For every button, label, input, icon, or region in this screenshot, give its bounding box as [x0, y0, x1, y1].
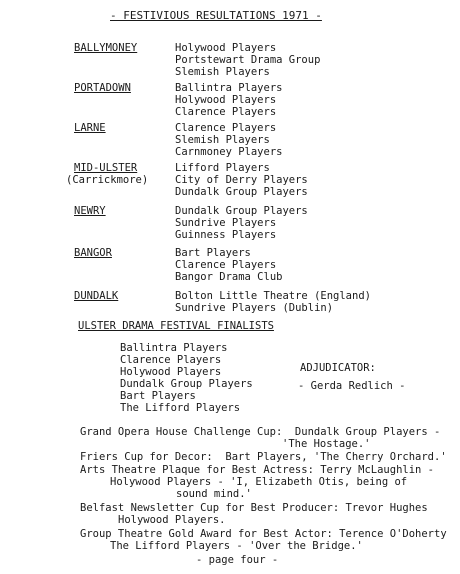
finalist-name: Ballintra Players: [120, 342, 228, 354]
finalist-name: Holywood Players: [120, 366, 222, 378]
award-continuation: Holywood Players.: [118, 514, 226, 526]
group-name: Slemish Players: [175, 66, 270, 78]
venue-name: MID-ULSTER: [74, 162, 138, 174]
award-line: Friers Cup for Decor: Bart Players, 'The Cherry Orchard.': [80, 451, 447, 463]
award-continuation: 'The Hostage.': [282, 438, 371, 450]
award-line: Group Theatre Gold Award for Best Actor: Terence O'Doherty: [80, 528, 447, 540]
group-name: Holywood Players: [175, 42, 277, 54]
award-continuation: sound mind.': [176, 488, 252, 500]
finalist-name: Dundalk Group Players: [120, 378, 253, 390]
group-name: City of Derry Players: [175, 174, 308, 186]
venue-name: DUNDALK: [74, 290, 119, 302]
group-name: Slemish Players: [175, 134, 270, 146]
group-name: Holywood Players: [175, 94, 277, 106]
group-name: Clarence Players: [175, 259, 277, 271]
group-name: Bart Players: [175, 247, 251, 259]
group-name: Bolton Little Theatre (England): [175, 290, 371, 302]
group-name: Clarence Players: [175, 122, 277, 134]
finalists-heading: ULSTER DRAMA FESTIVAL FINALISTS: [78, 320, 274, 332]
award-line: Arts Theatre Plaque for Best Actress: Terry McLaughlin -: [80, 464, 435, 476]
venue-name: LARNE: [74, 122, 106, 134]
group-name: Guinness Players: [175, 229, 277, 241]
group-name: Lifford Players: [175, 162, 270, 174]
finalist-name: The Lifford Players: [120, 402, 241, 414]
venue-name: PORTADOWN: [74, 82, 131, 94]
group-name: Sundrive Players (Dublin): [175, 302, 334, 314]
finalist-name: Bart Players: [120, 390, 196, 402]
venue-name: NEWRY: [74, 205, 106, 217]
award-line: Grand Opera House Challenge Cup: Dundalk Group Players -: [80, 426, 441, 438]
group-name: Ballintra Players: [175, 82, 283, 94]
adjudicator-name: - Gerda Redlich -: [298, 380, 406, 392]
group-name: Sundrive Players: [175, 217, 277, 229]
page-title: - FESTIVIOUS RESULTATIONS 1971 -: [110, 9, 322, 22]
finalist-name: Clarence Players: [120, 354, 222, 366]
group-name: Carnmoney Players: [175, 146, 283, 158]
group-name: Portstewart Drama Group: [175, 54, 321, 66]
group-name: Clarence Players: [175, 106, 277, 118]
adjudicator-label: ADJUDICATOR:: [300, 362, 376, 374]
group-name: Bangor Drama Club: [175, 271, 283, 283]
page-footer: - page four -: [196, 554, 279, 566]
group-name: Dundalk Group Players: [175, 186, 308, 198]
group-name: Dundalk Group Players: [175, 205, 308, 217]
award-line: Belfast Newsletter Cup for Best Producer: Trevor Hughes: [80, 502, 428, 514]
venue-name: BANGOR: [74, 247, 112, 259]
venue-name: BALLYMONEY: [74, 42, 138, 54]
award-continuation: Holywood Players - 'I, Elizabeth Otis, being of: [110, 476, 408, 488]
award-continuation: The Lifford Players - 'Over the Bridge.': [110, 540, 363, 552]
venue-subtitle: (Carrickmore): [66, 174, 149, 186]
